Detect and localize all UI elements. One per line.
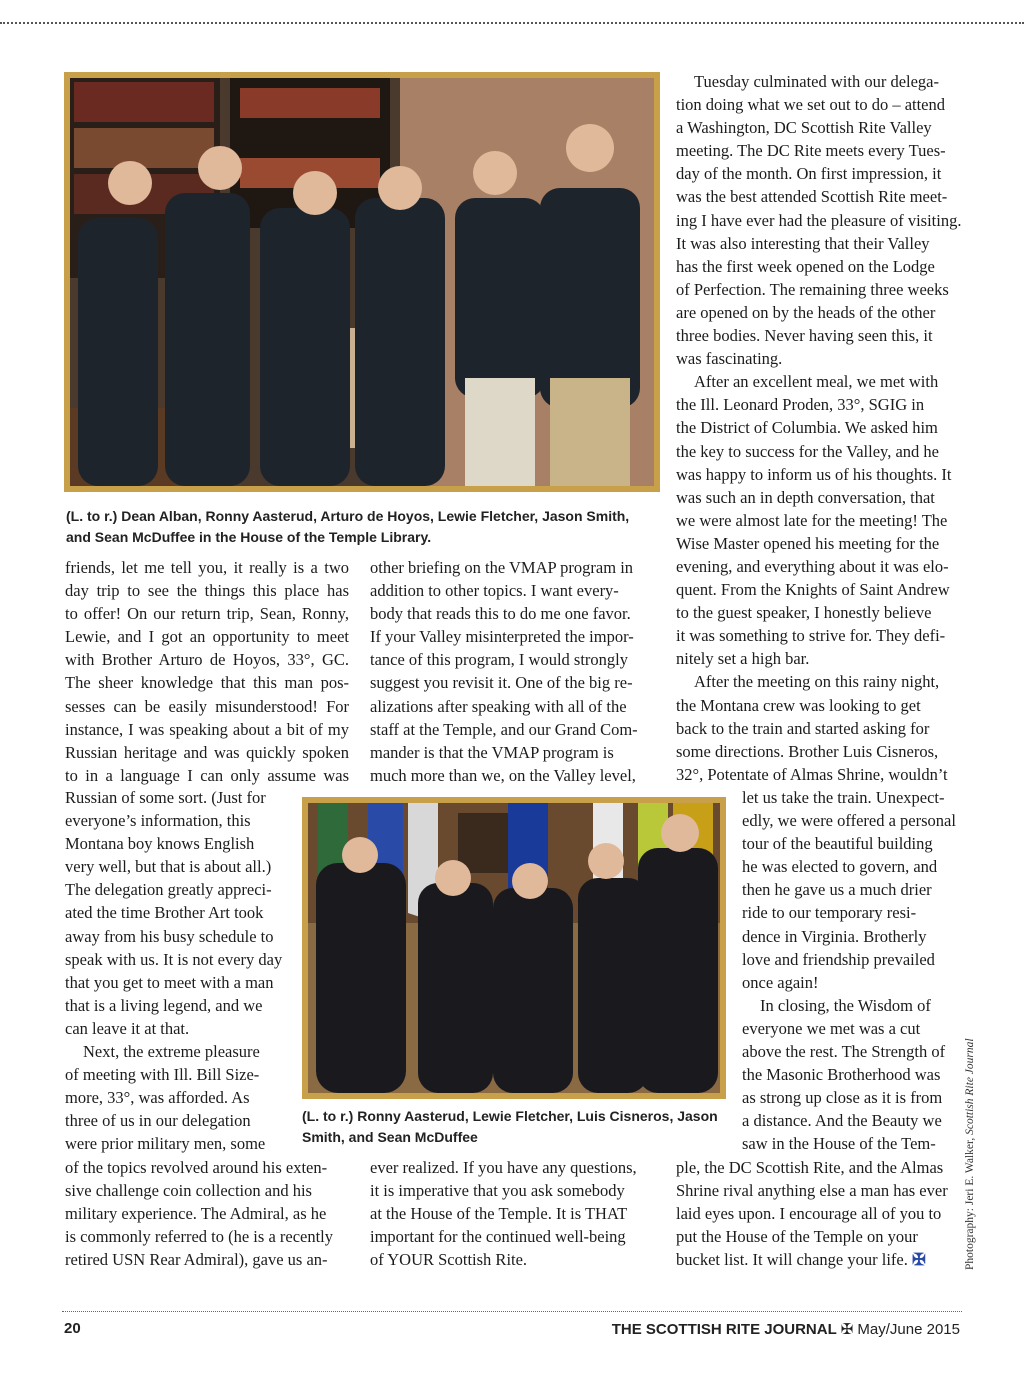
text-line: suggest you revisit it. One of the big re-: [370, 673, 633, 693]
text-line: very well, but that is about all.): [65, 857, 272, 877]
text-line: day trip to see the things this place has: [65, 581, 349, 601]
text-line: was the best attended Scottish Rite meet-: [676, 187, 948, 207]
text-line: sesses can be easily misunderstood! For: [65, 696, 349, 716]
text-line: that is a living legend, and we: [65, 995, 263, 1015]
text-line: a distance. And the Beauty we: [742, 1111, 942, 1131]
text-line: everyone we met was a cut: [742, 1018, 921, 1038]
text-line: the Montana crew was looking to get: [676, 695, 921, 715]
group-photo-icon: [308, 803, 720, 1093]
photo-credit-source: Scottish Rite Journal: [964, 1038, 976, 1135]
column-c-wrap: [742, 786, 960, 1156]
text-line: of meeting with Ill. Bill Size-: [65, 1065, 260, 1085]
text-line: above the rest. The Strength of: [742, 1042, 946, 1062]
text-line: love and friendship prevailed: [742, 949, 935, 969]
column-c-top: [676, 70, 960, 786]
text-line: the key to success for the Valley, and he: [676, 441, 940, 461]
text-line: is commonly referred to (he is a recently: [65, 1227, 334, 1247]
text-line: Next, the extreme pleasure: [83, 1042, 260, 1062]
text-line: day of the month. On first impression, it: [676, 164, 942, 184]
text-line: some directions. Brother Luis Cisneros,: [676, 741, 939, 761]
text-line: The delegation greatly appreci-: [65, 880, 272, 900]
group-photo-icon: [70, 78, 654, 486]
text-line: [676, 1248, 960, 1271]
journal-name: THE SCOTTISH RITE JOURNAL: [611, 1321, 837, 1338]
text-line: three bodies. Never having seen this, it: [676, 326, 933, 346]
text-line: ple, the DC Scottish Rite, and the Almas: [676, 1158, 944, 1177]
text-line: to offer! On our return trip, Sean, Ronny,: [65, 604, 349, 624]
text-line: After an excellent meal, we met with: [694, 372, 939, 392]
column-a-top: [65, 556, 349, 787]
text-line: It was also interesting that their Valley: [676, 233, 930, 253]
text-line: put the House of the Temple on your: [676, 1227, 918, 1247]
text-line: 32°, Potentate of Almas Shrine, wouldn’t: [676, 764, 948, 784]
text-line: dence in Virginia. Brotherly: [742, 926, 927, 946]
text-line: military experience. The Admiral, as he: [65, 1204, 327, 1224]
text-line: let us take the train. Unexpect-: [742, 788, 945, 807]
cross-icon: ✠: [840, 1321, 854, 1338]
text-line: the Masonic Brotherhood was: [742, 1065, 941, 1085]
library-group-photo: [64, 72, 660, 492]
text-line: to in a language I can only assume was: [65, 765, 349, 785]
text-line: In closing, the Wisdom of: [760, 995, 931, 1015]
text-line: other briefing on the VMAP program in: [370, 558, 634, 577]
text-line: Russian heritage and was quickly spoken: [65, 742, 349, 762]
flags-group-photo: [302, 797, 726, 1099]
column-c-bottom: [676, 1156, 960, 1271]
text-line: speak with us. It is not every day: [65, 949, 283, 969]
text-line: Tuesday culminated with our delega-: [694, 72, 940, 91]
text-line: tance of this program, I would strongly: [370, 650, 628, 670]
text-line: of Perfection. The remaining three weeks: [676, 279, 949, 299]
text-line: as strong up close as it is from: [742, 1088, 943, 1108]
text-line: much more than we, on the Valley level,: [370, 765, 636, 785]
text-line: edly, we were offered a personal: [742, 811, 956, 831]
journal-footer: [612, 1320, 960, 1338]
photo-credit: [964, 1040, 984, 1270]
issue-date: May/June 2015: [857, 1321, 960, 1338]
text-line: ever realized. If you have any questions,: [370, 1158, 637, 1177]
photo-credit-prefix: Photography: Jeri E. Walker,: [964, 1134, 976, 1270]
text-line: staff at the Temple, and our Grand Com-: [370, 719, 638, 739]
text-line: nitely set a high bar.: [676, 649, 810, 669]
column-a-wrap: [65, 786, 285, 1156]
text-line: more, 33°, was afforded. As: [65, 1088, 250, 1108]
text-line: alizations after speaking with all of the: [370, 696, 627, 716]
bottom-dotted-rule: [62, 1311, 962, 1312]
top-dotted-rule: [0, 22, 1024, 24]
text-line: addition to other topics. I want every-: [370, 581, 619, 601]
text-line: sive challenge coin collection and his: [65, 1181, 312, 1201]
text-line: he was elected to govern, and: [742, 857, 938, 877]
photo1-caption: (L. to r.) Dean Alban, Ronny Aasterud, Arturo de Hoyos, Lewie Fletcher, Jason Smith, and Sean McDuffee in the House of the Temple Library.: [66, 508, 630, 545]
text-line: Wise Master opened his meeting for the: [676, 533, 940, 553]
column-b-bottom: [370, 1156, 657, 1271]
text-line: mander is that the VMAP program is: [370, 742, 614, 762]
text-line: tion doing what we set out to do – attend: [676, 95, 946, 115]
text-line: was such an in depth conversation, that: [676, 487, 935, 507]
text-line: were prior military men, some: [65, 1134, 266, 1154]
text-line: the Ill. Leonard Proden, 33°, SGIG in: [676, 395, 925, 415]
column-a-bottom: [65, 1156, 350, 1271]
text-line: tour of the beautiful building: [742, 834, 933, 854]
text-line: meeting. The DC Rite meets every Tues-: [676, 141, 946, 161]
text-line: evening, and everything about it was elo-: [676, 556, 949, 576]
text-line: of the topics revolved around his exten-: [65, 1158, 328, 1177]
column-b-top: [370, 556, 656, 787]
text-line: laid eyes upon. I encourage all of you to: [676, 1204, 942, 1224]
text-line: was fascinating.: [676, 349, 783, 369]
text-line: Russian of some sort. (Just for: [65, 788, 266, 807]
photo2-caption: (L. to r.) Ronny Aasterud, Lewie Fletcher, Luis Cisneros, Jason Smith, and Sean McDuffee: [302, 1108, 718, 1145]
text-line: once again!: [742, 972, 819, 992]
text-line: Montana boy knows English: [65, 834, 255, 854]
text-line: After the meeting on this rainy night,: [694, 672, 940, 692]
text-line: of YOUR Scottish Rite.: [370, 1250, 528, 1270]
text-line: a Washington, DC Scottish Rite Valley: [676, 118, 932, 138]
text-line: that you get to meet with a man: [65, 972, 274, 992]
text-line: body that reads this to do me one favor.: [370, 604, 631, 624]
text-line: ride to our temporary resi-: [742, 903, 917, 923]
closing-sentence: bucket list. It will change your life.: [676, 1250, 908, 1270]
text-line: Lewie, and I got an opportunity to meet: [65, 627, 349, 647]
text-line: saw in the House of the Tem-: [742, 1134, 936, 1154]
text-line: instance, I was speaking about a bit of my: [65, 719, 349, 739]
text-line: quent. From the Knights of Saint Andrew: [676, 580, 950, 600]
text-line: at the House of the Temple. It is THAT: [370, 1204, 628, 1224]
text-line: it was something to strive for. They defi-: [676, 626, 946, 646]
text-line: away from his busy schedule to: [65, 926, 274, 946]
text-line: was happy to inform us of his thoughts. It: [676, 464, 952, 484]
text-line: Shrine rival anything else a man has ever: [676, 1181, 948, 1201]
text-line: everyone’s information, this: [65, 811, 251, 831]
text-line: it is imperative that you ask somebody: [370, 1181, 625, 1201]
text-line: important for the continued well-being: [370, 1227, 626, 1247]
text-line: ated the time Brother Art took: [65, 903, 264, 923]
text-line: friends, let me tell you, it really is a two: [65, 558, 349, 577]
text-line: The sheer knowledge that this man pos-: [65, 673, 349, 693]
text-line: ing I have ever had the pleasure of visiting.: [676, 210, 962, 230]
text-line: three of us in our delegation: [65, 1111, 251, 1131]
page-number: 20: [64, 1320, 81, 1337]
end-mark-icon: ✠: [911, 1250, 926, 1270]
text-line: can leave it at that.: [65, 1018, 190, 1038]
text-line: with Brother Arturo de Hoyos, 33°, GC.: [65, 650, 349, 670]
text-line: retired USN Rear Admiral), gave us an-: [65, 1250, 328, 1270]
text-line: If your Valley misinterpreted the impor-: [370, 627, 634, 647]
text-line: has the first week opened on the Lodge: [676, 256, 935, 276]
text-line: then he gave us a much drier: [742, 880, 932, 900]
text-line: back to the train and started asking for: [676, 718, 930, 738]
text-line: to the guest speaker, I honestly believe: [676, 603, 932, 623]
text-line: we were almost late for the meeting! The: [676, 510, 948, 530]
text-line: are opened on by the heads of the other: [676, 302, 936, 322]
text-line: the District of Columbia. We asked him: [676, 418, 938, 438]
